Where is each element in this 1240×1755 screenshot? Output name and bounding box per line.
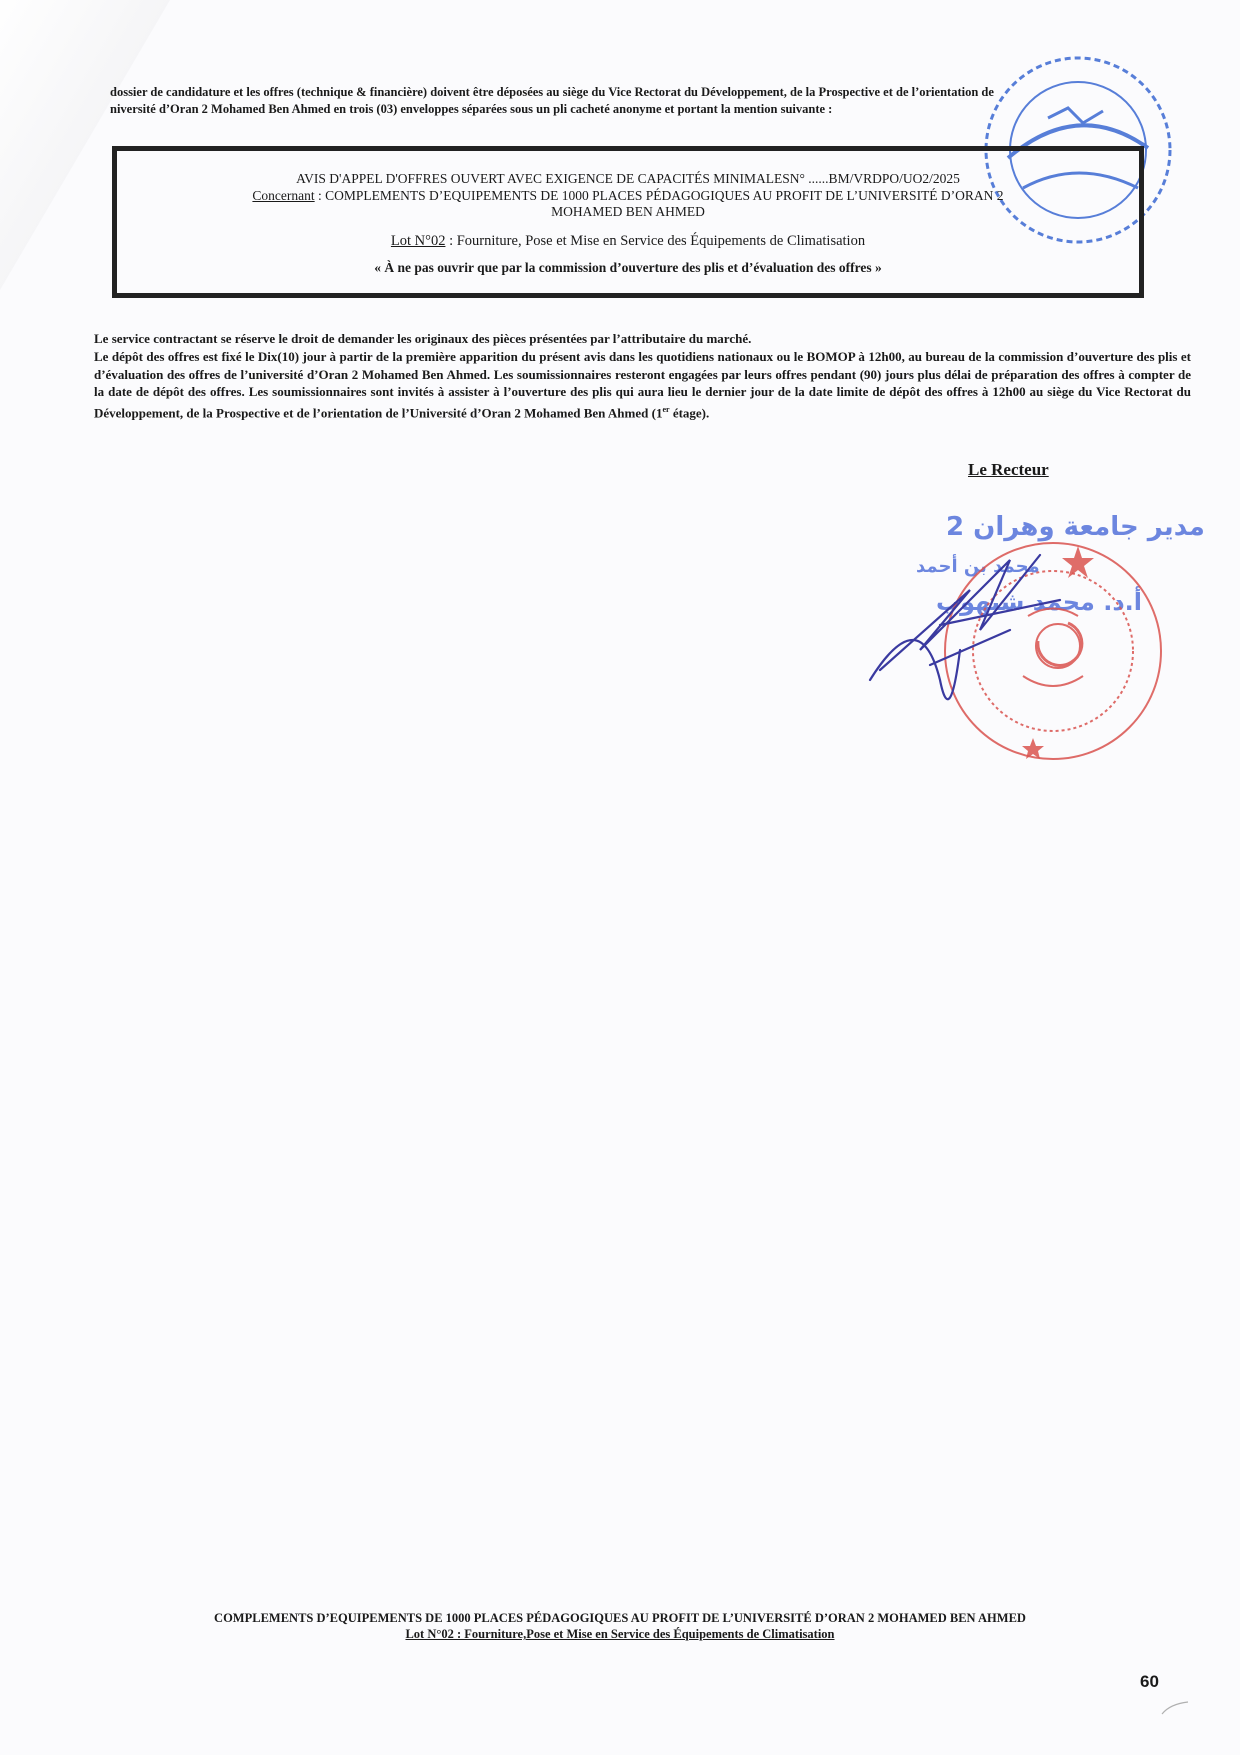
footer-line-1: COMPLEMENTS D’EQUIPEMENTS DE 1000 PLACES PÉDAGOGIQUES AU PROFIT DE L’UNIVERSITÉ D’ORAN 2 MOHAMED BEN AHMED — [214, 1611, 1026, 1625]
stamp-text-line-2: محمد بن أحمد — [916, 556, 1040, 577]
page-footer — [0, 1610, 1240, 1642]
tender-notice-box — [112, 146, 1144, 298]
notice-lot — [117, 232, 1139, 250]
pencil-mark — [1160, 1700, 1190, 1716]
stamp-text-line-3: أ.د. محمد شيهوب — [936, 588, 1143, 616]
signer-title: Le Recteur — [968, 460, 1049, 479]
concernant-label: Concernant — [252, 188, 315, 203]
notice-concernant — [117, 187, 1139, 204]
rector-signature — [860, 530, 1060, 730]
body-paragraph-2-end: étage). — [669, 405, 710, 421]
notice-warning: « À ne pas ouvrir que par la commission d’ouverture des plis et d’évaluation des offres » — [374, 260, 882, 275]
body-paragraph-2-sup: er — [662, 404, 670, 414]
concernant-text: : COMPLEMENTS D’EQUIPEMENTS DE 1000 PLACES PÉDAGOGIQUES AU PROFIT DE L’UNIVERSITÉ D’ORAN 2 — [318, 188, 1004, 203]
stamp-text-line-1: مدير جامعة وهران 2 — [946, 512, 1205, 542]
concernant-text-2: MOHAMED BEN AHMED — [551, 204, 705, 219]
footer-line-2: Lot N°02 : Fourniture,Pose et Mise en Service des Équipements de Climatisation — [405, 1627, 835, 1641]
intro-line-1: dossier de candidature et les offres (technique & financière) doivent être déposées au siège du Vice Rectorat du Développement, de la Prospective et de l’orientation de — [110, 85, 994, 99]
body-paragraph-2 — [94, 348, 1191, 422]
body-paragraph-1: Le service contractant se réserve le droit de demander les originaux des pièces présentées par l’attributaire du marché. — [94, 331, 752, 346]
lot-text: : Fourniture, Pose et Mise en Service des Équipements de Climatisation — [449, 233, 866, 249]
lot-label: Lot N°02 — [390, 233, 446, 249]
body-paragraph-2-text: Le dépôt des offres est fixé le Dix(10) jour à partir de la première apparition du présent avis dans les quotidiens nationaux ou le BOMOP à 12h00, au bureau de la commission d’ouverture des plis et d’évaluation des offres de l’université d’Oran 2 Mohamed Ben Ahmed. Les soumissionnaires resteront engagées par leurs offres pendant (90) jours plus délai de préparation des offres à compter de la date de dépôt des offres. Les soumissionnaires sont invités à assister à l’ouverture des plis qui aura lieu le dernier jour de la date limite de dépôt des offres à 12h00 au siège du Vice Rectorat du Développement, de la Prospective et de l’orientation de l’Université d’Oran 2 Mohamed Ben Ahmed (1 — [94, 349, 1191, 421]
page-number: 60 — [1140, 1672, 1159, 1691]
intro-line-2: niversité d’Oran 2 Mohamed Ben Ahmed en trois (03) enveloppes séparées sous un pli cacheté anonyme et portant la mention suivante : — [110, 102, 833, 116]
notice-title: AVIS D'APPEL D'OFFRES OUVERT AVEC EXIGENCE DE CAPACITÉS MINIMALESN° ......BM/VRDPO/UO2/2025 — [296, 171, 960, 186]
